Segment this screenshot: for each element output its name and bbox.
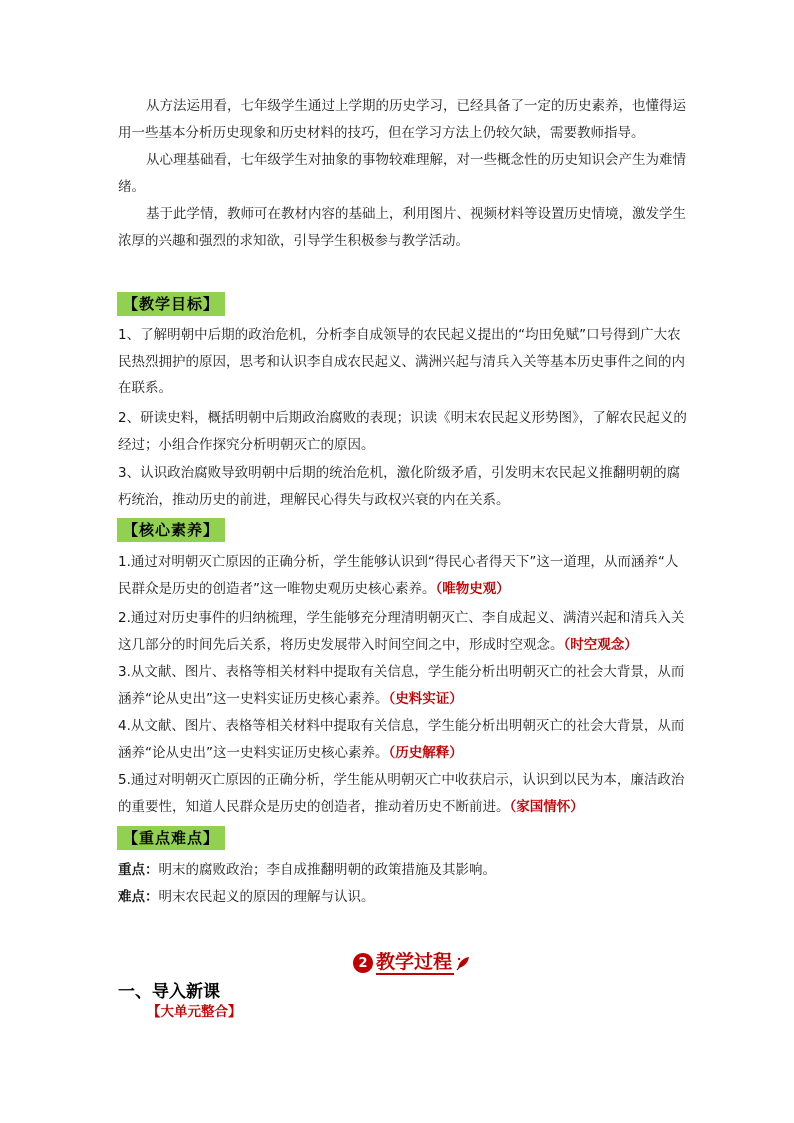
literacy-item-text: 3.从文献、图片、表格等相关材料中提取有关信息，学生能分析出明朝灭亡的社会大背景，从而涵养“论从史出”这一史料实证历史核心素养。 [118, 664, 685, 707]
literacy-item-3 [118, 659, 688, 712]
literacy-item-1 [118, 549, 688, 602]
literacy-item-text: 1.通过对明朝灭亡原因的正确分析，学生能够认识到“得民心者得天下”这一道理，从而涵养“人民群众是历史的创造者”这一唯物史观历史核心素养。 [118, 554, 679, 597]
key-point-line [118, 857, 688, 884]
literacy-item-5 [118, 767, 688, 820]
literacy-item-text: 5.通过对明朝灭亡原因的正确分析，学生能从明朝灭亡中收获启示，认识到以民为本，廉洁政治的重要性，知道人民群众是历史的创造者，推动着历史不断前进。 [118, 772, 685, 815]
literacy-heading: 【核心素养】 [117, 518, 225, 542]
leaf-icon [455, 955, 471, 971]
difficulty-line [118, 884, 688, 911]
literacy-item-2 [118, 605, 688, 658]
section-heading-intro: 一、导入新课 [118, 982, 220, 1002]
objective-item-2: 2、研读史料，概括明朝中后期政治腐败的表现；识读《明末农民起义形势图》，了解农民起义的经过；小组合作探究分析明朝灭亡的原因。 [118, 410, 687, 453]
key-point-text: 明末的腐败政治；李自成推翻明朝的政策措施及其影响。 [158, 862, 496, 878]
key-point-label: 重点： [118, 862, 159, 878]
keypoints-heading: 【重点难点】 [117, 826, 225, 850]
objective-item-3: 3、认识政治腐败导致明朝中后期的统治危机，激化阶级矛盾，引发明末农民起义推翻明朝的腐朽统治，推动历史的前进，理解民心得失与政权兴衰的内在关系。 [118, 465, 681, 508]
literacy-tag: （史料实证） [388, 690, 463, 707]
unit-integration-tag: 【大单元整合】 [147, 1004, 242, 1020]
difficulty-text: 明末农民起义的原因的理解与认识。 [158, 889, 375, 905]
intro-paragraph-approach: 基于此学情，教师可在教材内容的基础上，利用图片、视频材料等设置历史情境，激发学生浓厚的兴趣和强烈的求知欲，引导学生积极参与教学活动。 [118, 206, 686, 249]
literacy-tag: （唯物史观） [435, 580, 510, 597]
literacy-item-text: 2.通过对历史事件的归纳梳理，学生能够充分理清明朝灭亡、李自成起义、满清兴起和清兵入关这几部分的时间先后关系，将历史发展带入时间空间之中，形成时空观念。 [118, 610, 685, 653]
literacy-item-text: 4.从文献、图片、表格等相关材料中提取有关信息，学生能分析出明朝灭亡的社会大背景，从而涵养“论从史出”这一史料实证历史核心素养。 [118, 718, 685, 761]
intro-paragraph-method: 从方法运用看，七年级学生通过上学期的历史学习，已经具备了一定的历史素养，也懂得运用一些基本分析历史现象和历史材料的技巧，但在学习方法上仍较欠缺，需要教师指导。 [118, 98, 686, 141]
difficulty-label: 难点： [118, 889, 159, 905]
section-number-badge: 2 [353, 953, 373, 973]
literacy-item-4 [118, 713, 688, 766]
objective-item-1: 1、了解明朝中后期的政治危机，分析李自成领导的农民起义提出的“均田免赋”口号得到广大农民热烈拥护的原因，思考和认识李自成农民起义、满洲兴起与清兵入关等基本历史事件之间的内在联系。 [118, 327, 685, 396]
teaching-process-label: 教学过程 [376, 951, 453, 973]
literacy-tag: （历史解释） [388, 744, 463, 761]
literacy-tag: （时空观念） [563, 636, 638, 653]
literacy-tag: （家国情怀） [509, 798, 584, 815]
teaching-process-title [353, 950, 471, 976]
intro-paragraph-psychology: 从心理基础看，七年级学生对抽象的事物较难理解，对一些概念性的历史知识会产生为难情绪。 [118, 152, 686, 195]
objectives-heading: 【教学目标】 [117, 292, 225, 316]
